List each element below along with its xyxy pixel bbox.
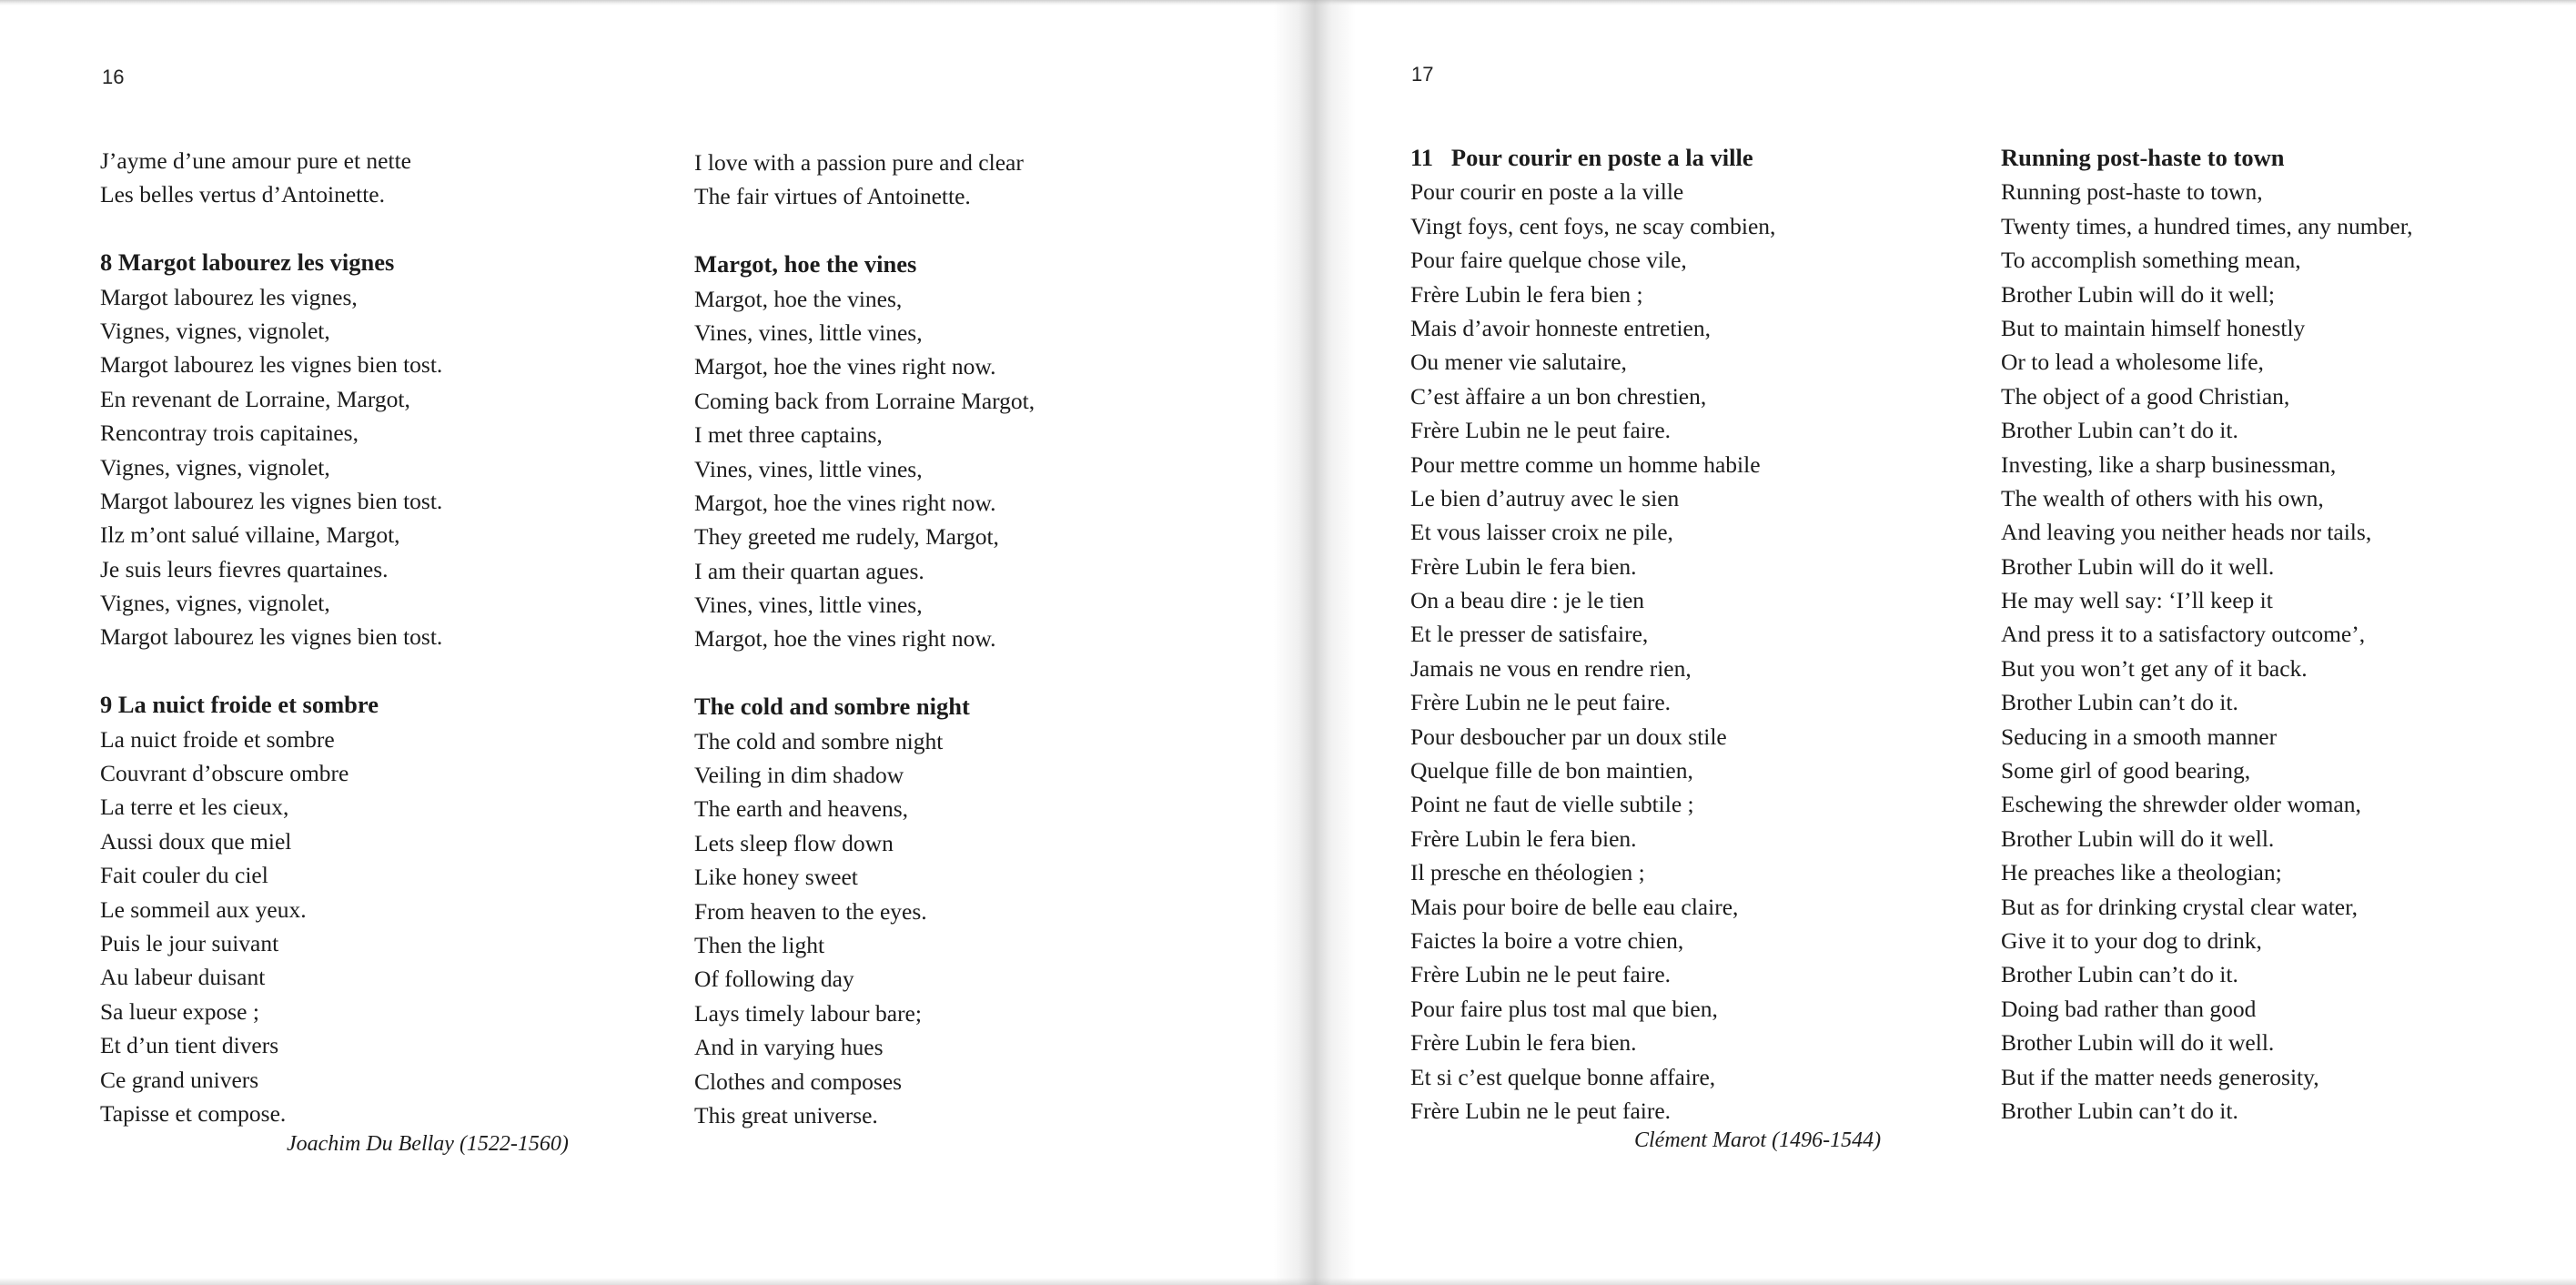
verse-line: Sa lueur expose ; — [100, 997, 259, 1025]
verse-line: Twenty times, a hundred times, any number, — [2001, 212, 2413, 239]
verse-line: I am their quartan agues. — [694, 557, 924, 584]
verse-line: Like honey sweet — [694, 864, 858, 891]
verse-line: La nuict froide et sombre — [100, 725, 335, 753]
verse-line: Pour courir en poste a la ville — [1410, 178, 1684, 206]
verse-line: Then the light — [694, 931, 825, 958]
verse-line: He may well say: ‘I’ll keep it — [2001, 587, 2273, 614]
verse-line: They greeted me rudely, Margot, — [694, 523, 999, 551]
verse-line: J’ayme d’une amour pure et nette — [100, 147, 411, 174]
verse-line: Margot labourez les vignes bien tost. — [100, 623, 443, 651]
verse-line: Running post-haste to town, — [2001, 178, 2263, 206]
verse-line: Frère Lubin ne le peut faire. — [1410, 961, 1672, 988]
verse-line: The earth and heavens, — [694, 795, 909, 823]
verse-line: Coming back from Lorraine Margot, — [694, 387, 1035, 414]
verse-line: Pour faire quelque chose vile, — [1410, 247, 1687, 274]
song-title: The cold and sombre night — [694, 693, 970, 721]
verse-line: Margot labourez les vignes, — [100, 283, 358, 310]
verse-line: The cold and sombre night — [694, 727, 944, 754]
verse-line: And leaving you neither heads nor tails, — [2001, 519, 2372, 546]
verse-line: Frère Lubin ne le peut faire. — [1410, 417, 1672, 444]
verse-line: To accomplish something mean, — [2001, 247, 2301, 274]
verse-line: Rencontray trois capitaines, — [100, 420, 359, 447]
verse-line: Or to lead a wholesome life, — [2001, 349, 2264, 376]
verse-line: I met three captains, — [694, 421, 883, 449]
verse-line: The object of a good Christian, — [2001, 382, 2290, 410]
lyrics-block — [694, 724, 1035, 1133]
verse-line: On a beau dire : je le tien — [1410, 587, 1645, 614]
verse-line: This great universe. — [694, 1101, 878, 1128]
verse-line: Tapisse et compose. — [100, 1099, 287, 1127]
stanza-gap — [100, 654, 442, 688]
verse-line: Brother Lubin will do it well. — [2001, 552, 2275, 580]
verse-line: Ou mener vie salutaire, — [1410, 349, 1627, 376]
french-column-right — [1410, 141, 1775, 1128]
stanza-gap — [694, 656, 1035, 690]
lyrics-block — [1410, 175, 1775, 1128]
song-title: 8 Margot labourez les vignes — [100, 248, 395, 277]
verse-line: En revenant de Lorraine, Margot, — [100, 385, 410, 412]
verse-line: But to maintain himself honestly — [2001, 314, 2306, 341]
verse-line: Brother Lubin can’t do it. — [2001, 1097, 2238, 1124]
verse-line: Mais pour boire de belle eau claire, — [1410, 893, 1739, 920]
verse-line: Clothes and composes — [694, 1067, 903, 1095]
verse-line: Margot labourez les vignes bien tost. — [100, 487, 443, 514]
verse-line: Some girl of good bearing, — [2001, 757, 2251, 784]
verse-line: Au labeur duisant — [100, 964, 266, 991]
verse-line: Lays timely labour bare; — [694, 999, 922, 1027]
song-title: Running post-haste to town — [2001, 144, 2285, 171]
verse-line: Frère Lubin ne le peut faire. — [1410, 1097, 1672, 1124]
verse-line: Jamais ne vous en rendre rien, — [1410, 654, 1692, 682]
lyrics-block — [100, 280, 442, 654]
author-attribution: Joachim Du Bellay (1522-1560) — [287, 1132, 569, 1156]
verse-line: Frère Lubin le fera bien. — [1410, 825, 1637, 852]
lyrics-block — [2001, 175, 2413, 1128]
verse-line: Point ne faut de vielle subtile ; — [1410, 791, 1694, 818]
verse-line: Vignes, vignes, vignolet, — [100, 590, 330, 617]
verse-line: Eschewing the shrewder older woman, — [2001, 791, 2361, 818]
stanza-gap — [100, 212, 442, 246]
french-column-left — [100, 144, 442, 1130]
verse-line: Vines, vines, little vines, — [694, 455, 923, 482]
verse-line: Veiling in dim shadow — [694, 762, 904, 789]
verse-line: Lets sleep flow down — [694, 829, 894, 856]
verse-line: Ce grand univers — [100, 1066, 259, 1093]
verse-line: The fair virtues of Antoinette. — [694, 183, 971, 210]
song-title: 9 La nuict froide et sombre — [100, 691, 379, 719]
verse-line: Pour faire plus tost mal que bien, — [1410, 995, 1718, 1022]
verse-line: Margot, hoe the vines right now. — [694, 489, 996, 516]
verse-line: And press it to a satisfactory outcome’, — [2001, 621, 2366, 648]
page-number: 16 — [102, 66, 125, 88]
verse-line: Mais d’avoir honneste entretien, — [1410, 314, 1711, 341]
verse-line: Vignes, vignes, vignolet, — [100, 453, 330, 481]
verse-line: Frère Lubin ne le peut faire. — [1410, 689, 1672, 716]
verse-line: Vignes, vignes, vignolet, — [100, 317, 330, 344]
lyrics-block — [694, 282, 1035, 656]
verse-line: Et si c’est quelque bonne affaire, — [1410, 1063, 1716, 1090]
verse-line: He preaches like a theologian; — [2001, 859, 2282, 886]
lyrics-block — [100, 723, 442, 1131]
verse-line: But as for drinking crystal clear water, — [2001, 893, 2358, 920]
verse-line: Frère Lubin le fera bien. — [1410, 552, 1637, 580]
verse-line: Il presche en théologien ; — [1410, 859, 1645, 886]
verse-line: Margot, hoe the vines right now. — [694, 353, 996, 380]
verse-line: Et d’un tient divers — [100, 1032, 279, 1059]
verse-line: Je suis leurs fievres quartaines. — [100, 555, 389, 582]
verse-line: But if the matter needs generosity, — [2001, 1063, 2319, 1090]
song-title: Margot, hoe the vines — [694, 250, 917, 278]
verse-line: Et le presser de satisfaire, — [1410, 621, 1649, 648]
verse-line: Le sommeil aux yeux. — [100, 895, 307, 923]
verse-line: Pour desboucher par un doux stile — [1410, 723, 1727, 750]
verse-line: Fait couler du ciel — [100, 862, 268, 889]
verse-line: Brother Lubin can’t do it. — [2001, 961, 2238, 988]
verse-line: La terre et les cieux, — [100, 794, 289, 821]
verse-line: Frère Lubin le fera bien ; — [1410, 280, 1643, 308]
verse-line: Aussi doux que miel — [100, 827, 292, 855]
verse-line: Investing, like a sharp businessman, — [2001, 450, 2337, 478]
verse-line: Et vous laisser croix ne pile, — [1410, 519, 1673, 546]
verse-line: Frère Lubin le fera bien. — [1410, 1029, 1637, 1057]
page-number: 17 — [1411, 63, 1434, 86]
author-attribution: Clément Marot (1496-1544) — [1634, 1128, 1882, 1152]
verse-line: Faictes la boire a votre chien, — [1410, 926, 1684, 954]
verse-line: I love with a passion pure and clear — [694, 149, 1024, 176]
verse-line: Give it to your dog to drink, — [2001, 926, 2262, 954]
verse-line: Vingt foys, cent foys, ne scay combien, — [1410, 212, 1776, 239]
verse-line: C’est àffaire a un bon chrestien, — [1410, 382, 1707, 410]
verse-line: Les belles vertus d’Antoinette. — [100, 181, 385, 208]
verse-line: Margot, hoe the vines right now. — [694, 625, 996, 653]
verse-line: Puis le jour suivant — [100, 929, 279, 956]
verse-line: From heaven to the eyes. — [694, 897, 927, 925]
verse-line: Ilz m’ont salué villaine, Margot, — [100, 521, 400, 549]
english-column-right — [2001, 141, 2413, 1128]
verse-line: Brother Lubin can’t do it. — [2001, 417, 2238, 444]
verse-line: And in varying hues — [694, 1034, 884, 1061]
verse-line: Brother Lubin will do it well. — [2001, 1029, 2275, 1057]
verse-line: Brother Lubin will do it well. — [2001, 825, 2275, 852]
verse-line: Margot labourez les vignes bien tost. — [100, 351, 443, 379]
verse-line: Seducing in a smooth manner — [2001, 723, 2278, 750]
right-page — [1288, 0, 2576, 1285]
verse-line: Brother Lubin can’t do it. — [2001, 689, 2238, 716]
verse-line: Of following day — [694, 966, 854, 993]
verse-line: Margot, hoe the vines, — [694, 285, 903, 312]
verse-line: Vines, vines, little vines, — [694, 592, 923, 619]
song-title: 11 Pour courir en poste a la ville — [1410, 144, 1753, 171]
verse-line: But you won’t get any of it back. — [2001, 654, 2308, 682]
verse-line: The wealth of others with his own, — [2001, 484, 2324, 511]
english-column-left — [694, 146, 1035, 1132]
verse-line: Quelque fille de bon maintien, — [1410, 757, 1693, 784]
stanza-gap — [694, 214, 1035, 248]
verse-line: Couvrant d’obscure ombre — [100, 760, 349, 787]
verse-line: Le bien d’autruy avec le sien — [1410, 484, 1680, 511]
verse-line: Vines, vines, little vines, — [694, 319, 923, 346]
verse-line: Doing bad rather than good — [2001, 995, 2257, 1022]
verse-line: Pour mettre comme un homme habile — [1410, 450, 1761, 478]
verse-line: Brother Lubin will do it well; — [2001, 280, 2276, 308]
